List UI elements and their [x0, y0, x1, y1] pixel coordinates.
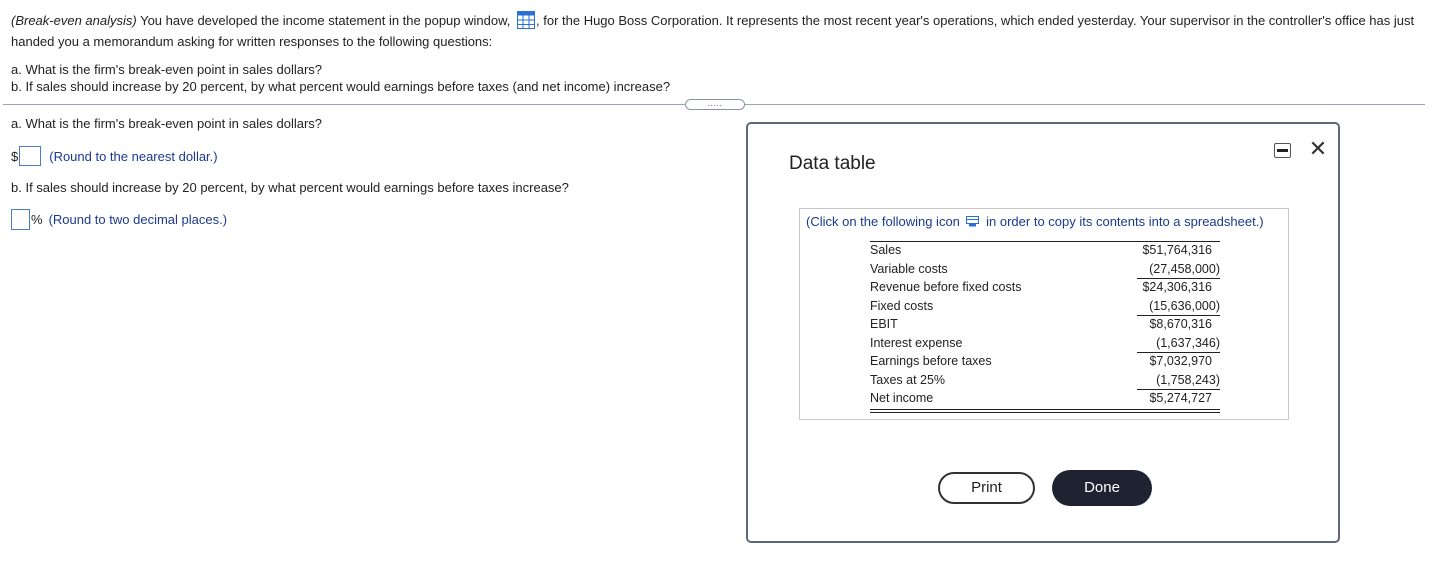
table-row: [870, 278, 1220, 297]
part-a-answer-row: [11, 146, 218, 166]
row-label: Fixed costs: [870, 298, 934, 313]
divider-handle[interactable]: .....: [685, 99, 745, 110]
print-button[interactable]: Print: [938, 472, 1035, 504]
copy-note-part-1: (Click on the following icon: [806, 214, 964, 229]
problem-label: (Break-even analysis): [11, 13, 137, 28]
row-label: Interest expense: [870, 335, 963, 350]
modal-title: Data table: [789, 153, 876, 174]
part-a-hint: (Round to the nearest dollar.): [49, 148, 218, 164]
row-value: (1,637,346): [1156, 335, 1220, 350]
table-bottom-rule: [870, 409, 1220, 410]
table-row: [870, 371, 1220, 390]
data-table-modal: [746, 122, 1340, 543]
break-even-input[interactable]: [19, 146, 41, 166]
table-row: [870, 352, 1220, 371]
part-b-answer-row: [11, 209, 227, 230]
row-label: EBIT: [870, 317, 898, 331]
data-table-icon[interactable]: [517, 11, 535, 29]
percent-increase-input[interactable]: [11, 209, 30, 230]
row-label: Variable costs: [870, 261, 948, 276]
close-icon[interactable]: ✕: [1308, 136, 1328, 161]
row-value: $7,032,970: [1149, 354, 1212, 368]
question-a: a. What is the firm's break-even point in sales dollars?: [11, 62, 323, 77]
intro-text-1: You have developed the income statement in the popup window,: [136, 13, 514, 28]
minimize-button[interactable]: [1274, 143, 1291, 158]
dollar-sign: $: [11, 148, 19, 164]
row-label: Taxes at 25%: [870, 372, 946, 387]
row-value: (15,636,000): [1149, 298, 1220, 313]
question-list: [11, 61, 670, 95]
data-table-panel: [799, 208, 1289, 420]
part-b-hint: (Round to two decimal places.): [48, 212, 228, 227]
row-label: Net income: [870, 391, 934, 405]
row-label: Earnings before taxes: [870, 354, 992, 368]
table-row: [870, 389, 1220, 408]
part-a-question: a. What is the firm's break-even point in sales dollars?: [11, 116, 323, 131]
table-bottom-rule: [870, 412, 1220, 413]
problem-intro: [11, 10, 1426, 52]
row-value: (1,758,243): [1156, 372, 1220, 387]
row-value: $8,670,316: [1149, 317, 1212, 331]
percent-sign: %: [31, 212, 43, 227]
copy-note-part-2: in order to copy its contents into a spreadsheet.): [982, 214, 1264, 229]
table-row: [870, 297, 1220, 316]
row-value: (27,458,000): [1149, 261, 1220, 276]
table-row: [870, 334, 1220, 353]
row-label: Revenue before fixed costs: [870, 280, 1022, 294]
copy-instructions: [806, 214, 1264, 229]
table-row: [870, 315, 1220, 334]
table-row: [870, 241, 1220, 260]
row-value: $24,306,316: [1142, 280, 1212, 294]
part-b-question: b. If sales should increase by 20 percent, by what percent would earnings before taxes increase?: [11, 180, 569, 195]
copy-to-spreadsheet-icon[interactable]: [966, 215, 979, 226]
question-b: b. If sales should increase by 20 percent, by what percent would earnings before taxes (and net income) increase?: [11, 79, 671, 94]
table-row: [870, 260, 1220, 279]
row-value: $51,764,316: [1142, 243, 1212, 257]
done-button[interactable]: Done: [1052, 470, 1152, 506]
intro-text-2: , for the Hugo Boss Corporation. It represents the most recent year's operations, which ended yesterday. Your supervisor in the controller's office has just handed you a memorandum asking for written responses to the following questions:: [11, 13, 1415, 49]
row-label: Sales: [870, 243, 902, 257]
row-value: $5,274,727: [1149, 391, 1212, 405]
income-statement-table: [870, 241, 1220, 413]
